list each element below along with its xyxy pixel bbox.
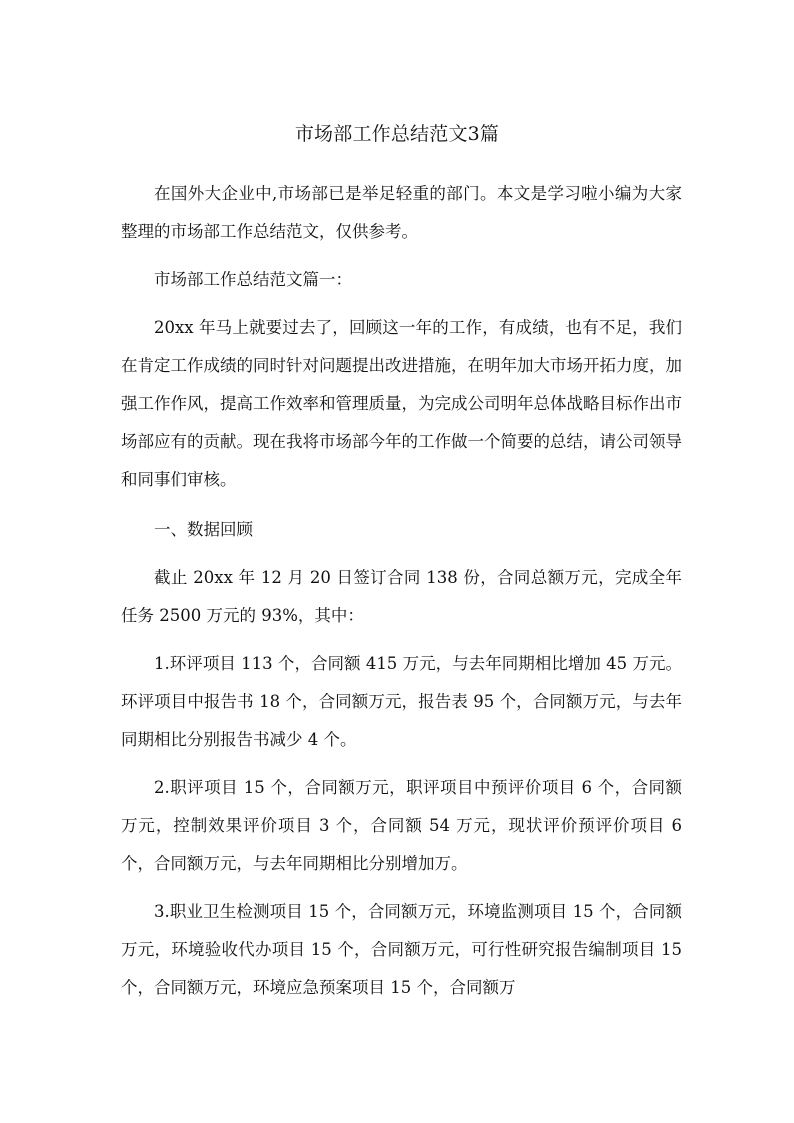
data-review-heading: 一、数据回顾 [154,520,253,539]
monitoring-projects-paragraph: 3.职业卫生检测项目 15 个，合同额万元，环境监测项目 15 个，合同额万元，环境验收代办项目 15 个，合同额万元，可行性研究报告编制项目 15 个，合同额万元，环境应急预案项目 15 个，合同额万 [121,902,682,997]
document-body [121,175,682,1017]
document-title: 市场部工作总结范文3篇 [294,123,500,145]
contract-summary-paragraph: 截止 20xx 年 12 月 20 日签订合同 138 份，合同总额万元，完成全年任务 2500 万元的 93%，其中： [121,568,682,625]
year-summary-paragraph: 20xx 年马上就要过去了，回顾这一年的工作，有成绩，也有不足，我们在肯定工作成绩的同时针对问题提出改进措施，在明年加大市场开拓力度，加强工作作风，提高工作效率和管理质量，为完成公司明年总体战略目标作出市场部应有的贡献。现在我将市场部今年的工作做一个简要的总结，请公司领导和同事们审核。 [121,318,682,489]
environmental-assessment-paragraph: 1.环评项目 113 个，合同额 415 万元，与去年同期相比增加 45 万元。环评项目中报告书 18 个，合同额万元，报告表 95 个，合同额万元，与去年同期相比分别报告书减少 4 个。 [121,654,682,749]
section-heading-part-one: 市场部工作总结范文篇一： [154,270,352,289]
intro-paragraph: 在国外大企业中,市场部已是举足轻重的部门。本文是学习啦小编为大家整理的市场部工作总结范文，仅供参考。 [121,184,682,241]
occupational-assessment-paragraph: 2.职评项目 15 个，合同额万元，职评项目中预评价项目 6 个，合同额万元，控制效果评价项目 3 个，合同额 54 万元，现状评价预评价项目 6 个，合同额万元，与去年同期相比分别增加万。 [121,778,682,873]
